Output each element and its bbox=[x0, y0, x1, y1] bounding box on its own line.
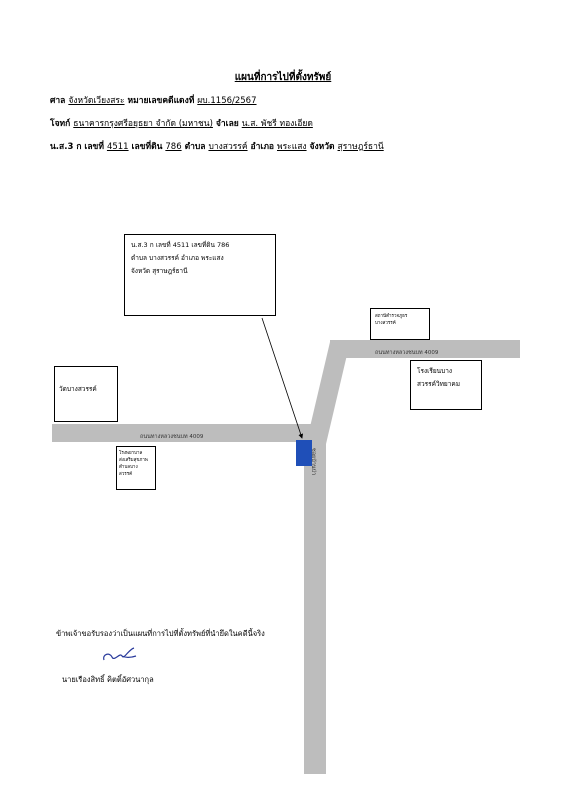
deed-number: 4511 bbox=[106, 142, 129, 152]
defendant-name: น.ส. พัชรี ทองเอียด bbox=[241, 119, 313, 129]
station-label-2: บางสวรรค์ bbox=[375, 321, 396, 326]
hospital-label-3: ตำบลบาง bbox=[119, 465, 138, 470]
road-side-label: ซอยบ้านป่า bbox=[310, 448, 316, 476]
temple-landmark bbox=[54, 366, 118, 422]
hospital-label-1: โรงพยาบาล bbox=[119, 451, 143, 456]
land-number: 786 bbox=[165, 142, 182, 152]
certification-text: ข้าพเจ้าขอรับรองว่าเป็นแผนที่การไปที่ตั้งทรัพย์ที่นำยึดในคดีนี้จริง bbox=[56, 629, 265, 638]
case-label: หมายเลขคดีแดงที่ bbox=[127, 96, 195, 106]
temple-label: วัดบางสวรรค์ bbox=[59, 385, 97, 393]
callout-arrow bbox=[262, 318, 302, 438]
school-label-2: สวรรค์วิทยาคม bbox=[417, 380, 460, 388]
callout-line-2: ตำบล บางสวรรค์ อำเภอ พระแสง bbox=[131, 254, 224, 262]
hospital-label-4: สวรรค์ bbox=[119, 472, 133, 477]
plaintiff-name: ธนาคารกรุงศรีอยุธยา จำกัด (มหาชน) bbox=[73, 119, 213, 129]
school-label-1: โรงเรียนบาง bbox=[417, 367, 453, 375]
court-label: ศาล bbox=[50, 96, 66, 106]
district-label: อำเภอ bbox=[250, 142, 275, 152]
plaintiff-label: โจทก์ bbox=[50, 119, 71, 129]
callout-line-3: จังหวัด สุราษฎร์ธานี bbox=[131, 267, 188, 275]
hospital-label-2: ส่งเสริมสุขภาพ bbox=[119, 458, 148, 463]
school-landmark bbox=[410, 360, 482, 410]
defendant-label: จำเลย bbox=[215, 119, 239, 129]
case-number: ผบ.1156/2567 bbox=[197, 96, 257, 106]
health-center-landmark bbox=[116, 446, 156, 490]
court-name: จังหวัดเวียงสระ bbox=[68, 96, 125, 106]
road-main-west-label: ถนนทางหลวงชนบท 4009 bbox=[140, 434, 204, 440]
callout-box bbox=[124, 234, 276, 316]
police-station-landmark bbox=[370, 308, 430, 340]
subdistrict-name: บางสวรรค์ bbox=[208, 142, 248, 152]
station-label-1: สถานีตำรวจภูธร bbox=[375, 314, 408, 319]
page-title: แผนที่การไปที่ตั้งทรัพย์ bbox=[234, 72, 332, 83]
signature-mark bbox=[100, 646, 140, 666]
road-side-south bbox=[304, 438, 326, 774]
signatory-name: นายเรืองสิทธิ์ คิตติ์อัศวนากุล bbox=[62, 675, 154, 684]
district-name: พระแสง bbox=[277, 142, 307, 152]
deed-label: น.ส.3 ก เลขที่ bbox=[50, 142, 104, 152]
province-name: สุราษฎร์ธานี bbox=[337, 142, 384, 152]
land-label: เลขที่ดิน bbox=[131, 142, 163, 152]
road-main-east-label: ถนนทางหลวงชนบท 4009 bbox=[375, 350, 439, 356]
subdistrict-label: ตำบล bbox=[184, 142, 206, 152]
province-label: จังหวัด bbox=[309, 142, 335, 152]
callout-line-1: น.ส.3 ก เลขที่ 4511 เลขที่ดิน 786 bbox=[131, 241, 230, 249]
property-marker bbox=[296, 440, 312, 466]
